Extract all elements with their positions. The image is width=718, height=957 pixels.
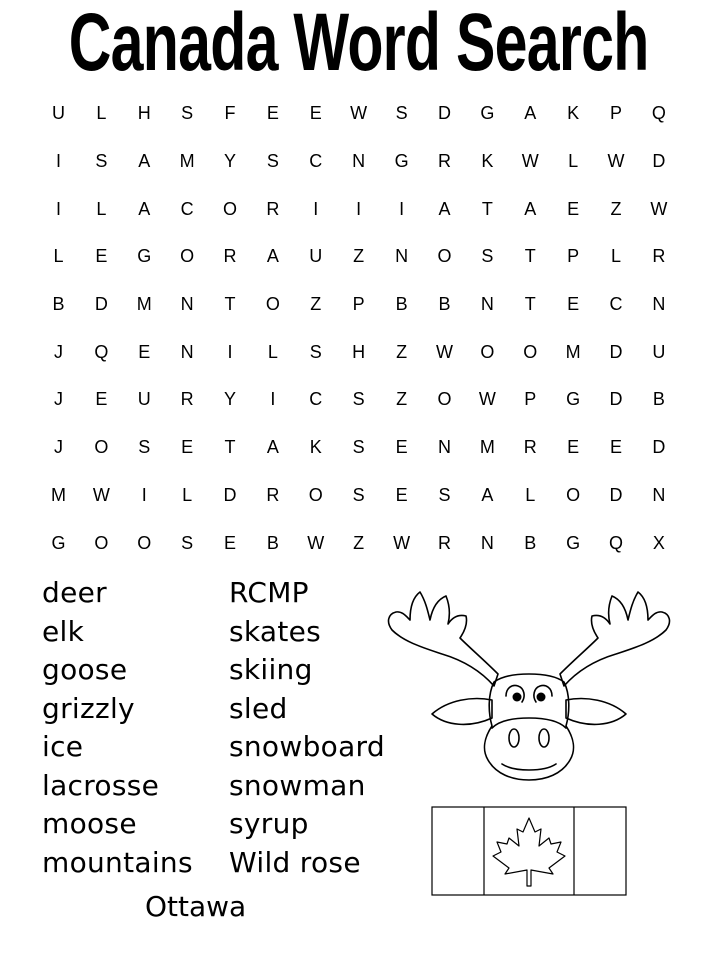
grid-cell[interactable]: C	[309, 151, 323, 172]
grid-cell[interactable]: S	[352, 389, 365, 410]
grid-cell[interactable]: L	[525, 484, 536, 505]
grid-cell[interactable]: G	[566, 389, 581, 410]
grid-cell[interactable]: L	[568, 151, 579, 172]
grid-cell[interactable]: E	[309, 103, 322, 124]
grid-cell[interactable]: W	[92, 484, 110, 505]
grid-cell[interactable]: S	[95, 151, 108, 172]
grid-cell[interactable]: K	[481, 151, 494, 172]
grid-cell[interactable]: L	[96, 198, 107, 219]
canada-flag-icon	[431, 806, 627, 896]
grid-cell[interactable]: D	[609, 389, 623, 410]
grid-cell[interactable]: J	[53, 341, 63, 362]
grid-cell[interactable]: E	[567, 198, 580, 219]
grid-cell[interactable]: I	[356, 198, 362, 219]
grid-cell[interactable]: W	[435, 341, 453, 362]
grid-cell[interactable]: B	[395, 294, 408, 315]
word-item: skates	[229, 614, 322, 648]
grid-cell[interactable]: A	[438, 198, 451, 219]
grid-cell[interactable]: R	[180, 389, 194, 410]
grid-cell[interactable]: P	[524, 389, 537, 410]
grid-cell[interactable]: I	[141, 484, 147, 505]
grid-cell[interactable]: B	[524, 532, 537, 553]
grid-cell[interactable]: N	[652, 484, 666, 505]
grid-cell[interactable]: J	[53, 389, 63, 410]
grid-cell[interactable]: Z	[610, 198, 622, 219]
grid-cell[interactable]: R	[652, 246, 666, 267]
grid-cell[interactable]: R	[437, 532, 451, 553]
grid-cell[interactable]: E	[95, 389, 108, 410]
grid-cell[interactable]: R	[266, 198, 280, 219]
grid-cell[interactable]: Z	[353, 532, 365, 553]
page-title	[0, 0, 718, 86]
grid-cell[interactable]: S	[352, 437, 365, 458]
grid-cell[interactable]: C	[309, 389, 323, 410]
grid-cell[interactable]: A	[138, 198, 151, 219]
grid-cell[interactable]: G	[51, 532, 66, 553]
grid-cell[interactable]: O	[480, 341, 495, 362]
grid-cell[interactable]: O	[566, 484, 581, 505]
grid-cell[interactable]: E	[266, 103, 279, 124]
grid-cell[interactable]: A	[266, 246, 279, 267]
grid-cell[interactable]: Y	[224, 151, 237, 172]
word-item: syrup	[229, 807, 309, 840]
word-item: goose	[42, 653, 128, 686]
grid-cell[interactable]: P	[352, 294, 365, 315]
grid-cell[interactable]: F	[224, 103, 236, 124]
grid-cell[interactable]: T	[524, 246, 536, 267]
grid-cell[interactable]: B	[52, 294, 65, 315]
moose-head-icon	[384, 578, 674, 783]
grid-cell[interactable]: H	[137, 103, 151, 124]
grid-cell[interactable]: C	[609, 294, 623, 315]
grid-cell[interactable]: L	[611, 246, 622, 267]
grid-cell[interactable]: O	[437, 389, 452, 410]
grid-cell[interactable]: A	[138, 151, 151, 172]
grid-cell[interactable]: X	[652, 532, 665, 553]
grid-cell[interactable]: M	[50, 484, 66, 505]
grid-cell[interactable]: I	[399, 198, 405, 219]
grid-cell[interactable]: B	[438, 294, 451, 315]
grid-cell[interactable]: E	[610, 437, 623, 458]
word-item: skiing	[229, 653, 313, 686]
grid-cell[interactable]: P	[610, 103, 623, 124]
word-item: ice	[42, 730, 84, 763]
grid-cell[interactable]: R	[223, 246, 237, 267]
grid-cell[interactable]: L	[96, 103, 107, 124]
grid-cell[interactable]: L	[182, 484, 193, 505]
word-list-column-1	[42, 574, 193, 882]
grid-cell[interactable]: N	[480, 532, 494, 553]
grid-cell[interactable]: Q	[651, 103, 666, 124]
grid-cell[interactable]: Z	[353, 246, 365, 267]
grid-cell[interactable]: M	[565, 341, 581, 362]
grid-cell[interactable]: N	[437, 437, 451, 458]
grid-cell[interactable]: O	[223, 198, 238, 219]
grid-cell[interactable]: A	[481, 484, 494, 505]
grid-cell[interactable]: Q	[94, 341, 109, 362]
grid-cell[interactable]: U	[137, 389, 151, 410]
grid-cell[interactable]: I	[55, 151, 61, 172]
grid-cell[interactable]: N	[352, 151, 366, 172]
grid-cell[interactable]: S	[352, 484, 365, 505]
grid-cell[interactable]: O	[265, 294, 280, 315]
word-item: mountains	[42, 845, 193, 879]
grid-cell[interactable]: W	[393, 532, 411, 553]
grid-cell[interactable]: I	[55, 198, 61, 219]
grid-cell[interactable]: N	[180, 341, 194, 362]
grid-cell[interactable]: T	[481, 198, 493, 219]
grid-cell[interactable]: I	[227, 341, 233, 362]
grid-cell[interactable]: A	[524, 198, 537, 219]
grid-cell[interactable]: N	[180, 294, 194, 315]
grid-cell[interactable]: L	[267, 341, 278, 362]
grid-cell[interactable]: O	[94, 532, 109, 553]
grid-cell[interactable]: U	[51, 103, 65, 124]
grid-cell[interactable]: T	[224, 294, 236, 315]
grid-cell[interactable]: M	[479, 437, 495, 458]
grid-cell[interactable]: Y	[224, 389, 237, 410]
grid-cell[interactable]: Q	[609, 532, 624, 553]
grid-cell[interactable]: C	[180, 198, 194, 219]
grid-cell[interactable]: S	[395, 103, 408, 124]
grid-cell[interactable]: D	[609, 484, 623, 505]
word-item-ottawa: Ottawa	[145, 890, 247, 923]
grid-cell[interactable]: S	[438, 484, 451, 505]
grid-cell[interactable]: M	[136, 294, 152, 315]
grid-cell[interactable]: I	[313, 198, 319, 219]
grid-cell[interactable]: T	[524, 294, 536, 315]
word-item: snowboard	[229, 730, 385, 763]
grid-cell[interactable]: W	[478, 389, 496, 410]
grid-cell[interactable]: O	[523, 341, 538, 362]
word-list-column-2	[229, 574, 385, 882]
grid-cell[interactable]: E	[395, 437, 408, 458]
grid-cell[interactable]: E	[567, 437, 580, 458]
grid-cell[interactable]: S	[181, 532, 194, 553]
grid-cell[interactable]: W	[521, 151, 539, 172]
word-item: sled	[229, 691, 288, 725]
grid-cell[interactable]: D	[609, 341, 623, 362]
grid-cell[interactable]: G	[394, 151, 409, 172]
title-text: Canada Word Search	[69, 0, 649, 88]
grid-cell[interactable]: E	[181, 437, 194, 458]
grid-cell[interactable]: E	[395, 484, 408, 505]
word-item: Wild rose	[229, 845, 361, 879]
grid-cell[interactable]: D	[94, 294, 108, 315]
grid-cell[interactable]: N	[395, 246, 409, 267]
grid-cell[interactable]: H	[352, 341, 366, 362]
grid-cell[interactable]: G	[480, 103, 495, 124]
grid-cell[interactable]: O	[137, 532, 152, 553]
grid-cell[interactable]: O	[437, 246, 452, 267]
grid-cell[interactable]: N	[480, 294, 494, 315]
grid-cell[interactable]: E	[567, 294, 580, 315]
word-item: grizzly	[42, 691, 135, 725]
grid-cell[interactable]: G	[566, 532, 581, 553]
grid-cell[interactable]: U	[652, 341, 666, 362]
word-item: snowman	[229, 768, 366, 802]
grid-cell[interactable]: E	[95, 246, 108, 267]
grid-cell[interactable]: W	[650, 198, 668, 219]
grid-cell[interactable]: D	[652, 151, 666, 172]
grid-cell[interactable]: S	[481, 246, 494, 267]
grid-cell[interactable]: T	[224, 437, 236, 458]
grid-cell[interactable]: D	[223, 484, 237, 505]
grid-cell[interactable]: Z	[396, 389, 408, 410]
grid-cell[interactable]: E	[224, 532, 237, 553]
grid-cell[interactable]: R	[523, 437, 537, 458]
grid-cell[interactable]: B	[266, 532, 279, 553]
grid-cell[interactable]: M	[179, 151, 195, 172]
grid-cell[interactable]: O	[308, 484, 323, 505]
grid-cell[interactable]: B	[652, 389, 665, 410]
grid-cell[interactable]: G	[137, 246, 152, 267]
grid-cell[interactable]: P	[567, 246, 580, 267]
grid-cell[interactable]: S	[266, 151, 279, 172]
grid-cell[interactable]: S	[138, 437, 151, 458]
word-item: RCMP	[229, 576, 309, 609]
grid-cell[interactable]: S	[309, 341, 322, 362]
letter-grid	[37, 90, 680, 567]
grid-cell[interactable]: K	[567, 103, 580, 124]
grid-cell[interactable]: S	[181, 103, 194, 124]
grid-cell[interactable]: R	[437, 151, 451, 172]
grid-cell[interactable]: I	[270, 389, 276, 410]
grid-cell[interactable]: A	[524, 103, 537, 124]
grid-cell[interactable]: Z	[310, 294, 322, 315]
word-item: elk	[42, 614, 85, 648]
grid-cell[interactable]: N	[652, 294, 666, 315]
grid-cell[interactable]: W	[350, 103, 368, 124]
grid-cell[interactable]: D	[652, 437, 666, 458]
grid-cell[interactable]: E	[138, 341, 151, 362]
grid-cell[interactable]: W	[607, 151, 625, 172]
grid-cell[interactable]: O	[94, 437, 109, 458]
word-item: lacrosse	[42, 768, 160, 802]
grid-cell[interactable]: Z	[396, 341, 408, 362]
grid-cell[interactable]: L	[53, 246, 64, 267]
grid-cell[interactable]: A	[266, 437, 279, 458]
grid-cell[interactable]: W	[307, 532, 325, 553]
grid-cell[interactable]: D	[437, 103, 451, 124]
grid-cell[interactable]: J	[53, 437, 63, 458]
grid-cell[interactable]: O	[180, 246, 195, 267]
grid-cell[interactable]: U	[309, 246, 323, 267]
grid-cell[interactable]: R	[266, 484, 280, 505]
grid-cell[interactable]: K	[309, 437, 322, 458]
word-item: moose	[42, 807, 137, 840]
word-item: deer	[42, 576, 107, 609]
